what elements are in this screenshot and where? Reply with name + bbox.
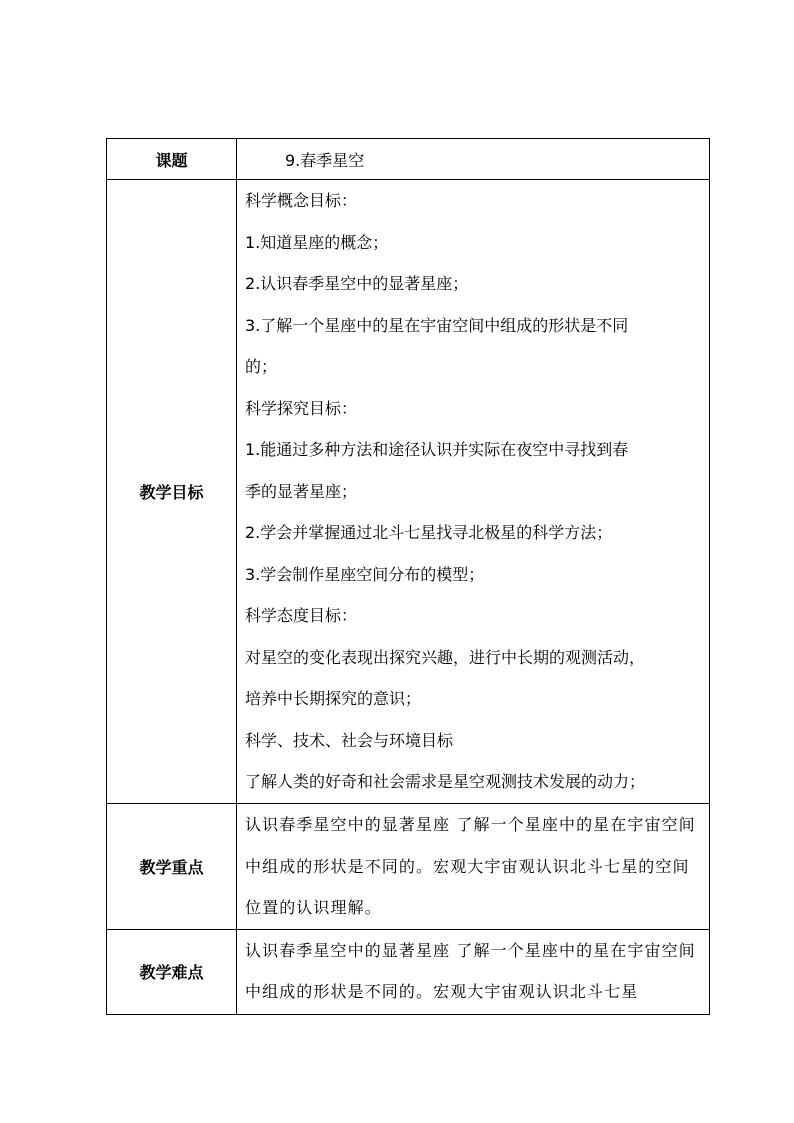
goals-line: 2.认识春季星空中的显著星座； — [245, 274, 469, 294]
goals-line: 的； — [245, 357, 278, 377]
lesson-plan-table — [106, 138, 710, 1015]
goals-line: 1.能通过多种方法和途径认识并实际在夜空中寻找到春 — [245, 440, 629, 460]
goals-line: 科学概念目标： — [245, 191, 358, 211]
difficulties-row — [107, 929, 710, 1014]
goals-label: 教学目标 — [107, 180, 237, 804]
goals-line: 3.了解一个星座中的星在宇宙空间中组成的形状是不同 — [245, 315, 629, 335]
difficulties-text: 认识春季星空中的显著星座 了解一个星座中的星在宇宙空间中组成的形状是不同的。宏观大宇宙观认识北斗七星 — [245, 940, 696, 1001]
goals-row — [107, 180, 710, 804]
difficulties-label: 教学难点 — [107, 929, 237, 1014]
key-points-content — [237, 804, 710, 930]
goals-line: 科学、技术、社会与环境目标 — [245, 730, 454, 750]
goals-line: 季的显著星座； — [245, 481, 358, 501]
topic-label: 课题 — [107, 139, 237, 180]
goals-line: 了解人类的好奇和社会需求是星空观测技术发展的动力； — [245, 772, 646, 792]
goals-line: 对星空的变化表现出探究兴趣，进行中长期的观测活动， — [245, 647, 646, 667]
goals-line: 1.知道星座的概念； — [245, 232, 389, 252]
topic-row — [107, 139, 710, 180]
key-points-text: 认识春季星空中的显著星座 了解一个星座中的星在宇宙空间中组成的形状是不同的。宏观大宇宙观认识北斗七星的空间位置的认识理解。 — [245, 815, 696, 917]
key-points-row — [107, 804, 710, 930]
topic-value: 9.春季星空 — [237, 139, 710, 180]
goals-line: 3.学会制作星座空间分布的模型； — [245, 564, 485, 584]
goals-line: 科学探究目标： — [245, 398, 358, 418]
goals-line: 2.学会并掌握通过北斗七星找寻北极星的科学方法； — [245, 523, 613, 543]
goals-line: 培养中长期探究的意识； — [245, 689, 422, 709]
difficulties-content — [237, 929, 710, 1014]
goals-content — [237, 180, 710, 804]
goals-line: 科学态度目标： — [245, 606, 358, 626]
key-points-label: 教学重点 — [107, 804, 237, 930]
